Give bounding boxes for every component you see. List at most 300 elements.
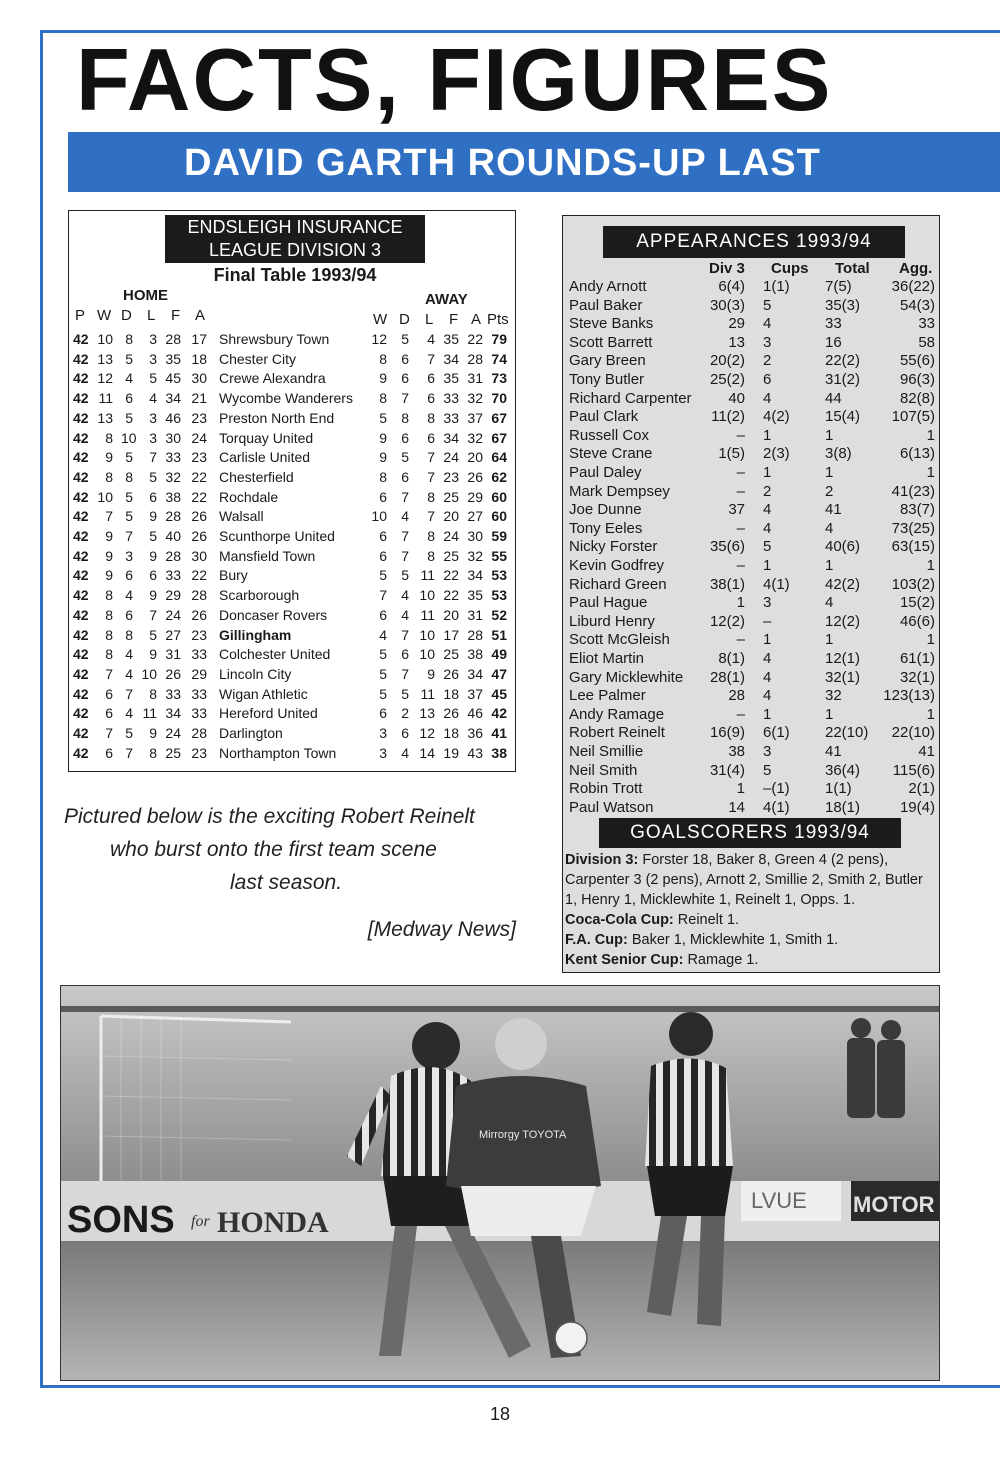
appearance-div3: 30(3): [709, 296, 745, 314]
cell-team: Crewe Alexandra: [219, 370, 326, 387]
cell-hf: 30: [165, 429, 181, 446]
cell-p: 42: [73, 449, 89, 466]
appearance-total: 1: [825, 631, 834, 649]
appearance-total: 22(10): [825, 724, 869, 742]
cell-hd: 5: [125, 449, 133, 466]
appearance-div3: –: [736, 426, 745, 444]
cell-aa: 32: [467, 547, 483, 564]
appearance-cups: 4: [763, 501, 772, 519]
cell-al: 11: [420, 606, 435, 623]
cell-pts: 51: [491, 626, 507, 643]
cell-aa: 37: [467, 685, 483, 702]
table-row: [69, 469, 515, 489]
table-row: [69, 508, 515, 528]
table-row: [69, 410, 515, 430]
football: [555, 1322, 587, 1354]
cell-aw: 4: [379, 626, 387, 643]
cell-team: Doncaser Rovers: [219, 606, 328, 623]
appearance-div3: –: [736, 482, 745, 500]
appearance-cups: 1: [763, 426, 772, 444]
appearance-agg: 55(6): [899, 352, 935, 370]
cell-p: 42: [73, 390, 89, 407]
cell-hw: 7: [105, 508, 113, 525]
cell-hd: 4: [125, 646, 133, 663]
appearance-total: 2: [825, 482, 834, 500]
cell-hl: 11: [142, 705, 157, 722]
appearance-agg: 1: [926, 705, 935, 723]
cell-ha: 23: [191, 744, 207, 761]
appearance-div3: 11(2): [711, 408, 745, 426]
appearance-total: 32: [825, 687, 842, 705]
cell-ad: 4: [401, 587, 409, 604]
home-heading: HOME: [123, 287, 168, 304]
cell-hd: 5: [125, 488, 133, 505]
appearance-div3: 40: [728, 389, 745, 407]
cell-aw: 6: [379, 488, 387, 505]
cell-hl: 4: [149, 390, 157, 407]
cell-ad: 6: [401, 370, 409, 387]
cell-ad: 5: [401, 449, 409, 466]
appearance-name: Paul Hague: [569, 594, 648, 612]
cell-hd: 5: [125, 409, 133, 426]
cell-team: Colchester United: [219, 646, 331, 663]
appearance-total: 1: [825, 464, 834, 481]
league-title-line1: ENDSLEIGH INSURANCE: [187, 217, 403, 237]
cell-p: 42: [73, 547, 89, 564]
cell-al: 8: [427, 488, 435, 505]
appearance-cups: 6(1): [763, 724, 790, 742]
away-col-pts: Pts: [487, 311, 509, 328]
cell-al: 8: [427, 528, 435, 544]
cell-af: 24: [443, 528, 459, 544]
cell-ha: 26: [191, 508, 207, 525]
cell-team: Chester City: [219, 350, 297, 367]
home-col-p: P: [75, 307, 86, 324]
table-row: [69, 449, 515, 469]
appearance-cups: 4: [763, 687, 772, 705]
cell-al: 6: [427, 429, 435, 446]
cell-hf: 45: [165, 370, 181, 387]
cell-ha: 23: [191, 409, 207, 426]
cell-p: 42: [73, 409, 89, 426]
table-row: [69, 489, 515, 509]
cell-pts: 45: [491, 685, 507, 702]
cell-team: Darlington: [219, 725, 283, 741]
cell-p: 42: [73, 665, 89, 682]
cell-ha: 33: [191, 685, 207, 702]
appearance-row: [563, 352, 939, 371]
league-title-line2: LEAGUE DIVISION 3: [208, 240, 382, 260]
appearance-agg: 107(5): [891, 408, 935, 426]
cell-hf: 27: [165, 626, 181, 643]
appearance-cups: –(1): [763, 780, 790, 798]
cell-team: Torquay United: [219, 429, 314, 446]
cell-hd: 5: [125, 508, 133, 525]
cell-aa: 37: [467, 409, 483, 426]
cell-af: 17: [443, 626, 459, 643]
cell-hw: 13: [97, 350, 113, 367]
appearance-agg: 82(8): [899, 389, 935, 407]
cell-ad: 7: [401, 665, 409, 682]
cell-aa: 34: [467, 665, 483, 682]
appearance-total: 1: [825, 426, 834, 444]
cell-al: 4: [427, 331, 435, 347]
stand-roof-line: [61, 1006, 940, 1012]
cell-hd: 4: [125, 705, 133, 722]
cell-af: 18: [443, 725, 459, 741]
appearance-cups: 1: [763, 557, 772, 574]
appearance-name: Nicky Forster: [569, 538, 658, 556]
appearance-total: 32(1): [825, 668, 861, 686]
cell-p: 42: [73, 528, 89, 544]
cell-af: 22: [443, 587, 459, 604]
cell-pts: 74: [491, 350, 507, 367]
appearance-row: [563, 315, 939, 334]
cell-pts: 67: [491, 409, 507, 426]
cell-hd: 5: [125, 725, 133, 741]
appearance-cups: 6: [763, 371, 772, 388]
cell-al: 7: [427, 449, 435, 466]
appearance-name: Robert Reinelt: [569, 724, 665, 742]
appearance-name: Andy Arnott: [569, 278, 647, 295]
appearance-row: [563, 557, 939, 576]
cell-aw: 5: [379, 409, 387, 426]
cell-ad: 6: [401, 468, 409, 485]
appearance-total: 44: [825, 389, 842, 407]
cell-hl: 9: [149, 646, 157, 663]
cell-p: 42: [73, 685, 89, 702]
cell-ha: 30: [191, 370, 207, 387]
appearance-total: 18(1): [825, 798, 861, 816]
article-banner: [68, 132, 1000, 192]
cell-aw: 9: [379, 429, 387, 446]
cell-hf: 40: [165, 528, 181, 544]
cell-hd: 8: [125, 468, 133, 485]
appearance-div3: 38: [728, 743, 745, 760]
cell-hd: 8: [125, 331, 133, 347]
appearance-agg: 6(13): [899, 445, 935, 463]
appearance-div3: 8(1): [718, 650, 745, 667]
appearance-div3: 37: [728, 501, 745, 519]
apps-col-agg: Agg.: [899, 260, 933, 277]
cell-hl: 8: [149, 744, 157, 761]
appearance-cups: 2: [763, 482, 772, 500]
competition-label: Division 3:: [565, 852, 639, 868]
appearance-name: Tony Eeles: [569, 519, 643, 537]
cell-hf: 33: [165, 685, 181, 702]
cell-pts: 55: [491, 547, 507, 564]
cell-af: 18: [443, 685, 459, 702]
appearance-total: 35(3): [825, 296, 861, 314]
caption-line3: last season.: [230, 871, 343, 894]
appearance-cups: 1(1): [763, 278, 790, 295]
home-col-l: L: [147, 307, 156, 324]
cell-af: 22: [443, 567, 459, 584]
cell-p: 42: [73, 429, 89, 446]
appearance-agg: 41: [918, 743, 935, 760]
hoarding-motor: MOTOR: [853, 1192, 935, 1217]
cell-hl: 5: [149, 370, 157, 387]
cell-hw: 12: [97, 370, 113, 387]
table-row: [69, 567, 515, 587]
cell-hd: 4: [125, 370, 133, 387]
apps-col-total: Total: [835, 260, 870, 277]
cell-hw: 10: [97, 331, 113, 347]
cell-hd: 5: [125, 350, 133, 367]
appearance-agg: 46(6): [899, 612, 935, 630]
cell-p: 42: [73, 744, 89, 761]
goalscorers-title: GOALSCORERS 1993/94: [599, 818, 901, 848]
cell-aa: 32: [467, 429, 483, 446]
cell-team: Lincoln City: [219, 665, 292, 682]
table-row: [69, 587, 515, 607]
cell-af: 24: [443, 449, 459, 466]
cell-p: 42: [73, 725, 89, 741]
appearance-cups: 4: [763, 519, 772, 537]
cell-pts: 60: [491, 508, 507, 525]
appearance-total: 7(5): [825, 278, 852, 295]
cell-aw: 9: [379, 449, 387, 466]
cell-p: 42: [73, 468, 89, 485]
cell-aw: 5: [379, 567, 387, 584]
appearance-row: [563, 799, 939, 818]
appearance-row: [563, 538, 939, 557]
competition-label: Coca-Cola Cup:: [565, 912, 674, 928]
cell-p: 42: [73, 331, 89, 347]
appearance-agg: 41(23): [891, 482, 935, 500]
scorers-text: Ramage 1.: [683, 952, 759, 968]
appearance-total: 33: [825, 315, 842, 333]
appearance-row: [563, 706, 939, 725]
cell-hl: 5: [149, 468, 157, 485]
cell-af: 25: [443, 646, 459, 663]
table-row: [69, 646, 515, 666]
cell-aa: 30: [467, 528, 483, 544]
cell-hf: 29: [165, 587, 181, 604]
cell-ha: 23: [191, 626, 207, 643]
appearance-agg: 1: [926, 426, 935, 444]
cell-aw: 7: [379, 587, 387, 604]
cell-p: 42: [73, 567, 89, 584]
cell-af: 33: [443, 390, 459, 407]
cell-hw: 8: [105, 626, 113, 643]
appearance-name: Richard Green: [569, 575, 667, 593]
cell-p: 42: [73, 626, 89, 643]
cell-team: Gillingham: [219, 626, 292, 643]
away-col-f: F: [449, 311, 459, 328]
cell-hw: 8: [105, 646, 113, 663]
appearance-div3: –: [736, 464, 745, 481]
home-col-f: F: [171, 307, 181, 324]
cell-aa: 28: [467, 350, 483, 367]
appearance-cups: 5: [763, 296, 772, 314]
appearance-row: [563, 501, 939, 520]
cell-ad: 5: [401, 331, 409, 347]
cell-al: 7: [427, 468, 435, 485]
appearance-cups: 4: [763, 668, 772, 686]
cell-team: Scunthorpe United: [219, 528, 335, 544]
table-row: [69, 666, 515, 686]
cell-aa: 28: [467, 626, 483, 643]
appearance-agg: 54(3): [899, 296, 935, 314]
cell-pts: 59: [491, 528, 507, 544]
cell-al: 11: [420, 685, 435, 702]
appearance-div3: 28(1): [709, 668, 745, 686]
appearance-name: Eliot Martin: [569, 650, 645, 667]
cell-ha: 28: [191, 725, 207, 741]
appearance-name: Russell Cox: [569, 426, 650, 444]
appearance-row: [563, 762, 939, 781]
caption-line2: who burst onto the first team scene: [110, 838, 437, 861]
appearance-cups: 4: [763, 315, 772, 333]
appearance-agg: 96(3): [899, 371, 935, 388]
cell-hl: 6: [149, 488, 157, 505]
appearance-div3: 38(1): [709, 575, 745, 593]
cell-ha: 26: [191, 606, 207, 623]
cell-aa: 20: [467, 449, 483, 466]
cell-hl: 3: [149, 331, 157, 347]
appearance-name: Paul Watson: [569, 798, 654, 816]
appearance-row: [563, 278, 939, 297]
cell-hf: 33: [165, 449, 181, 466]
cell-al: 8: [427, 409, 435, 426]
appearance-total: 1(1): [825, 780, 852, 798]
appearance-row: [563, 576, 939, 595]
cell-ha: 29: [191, 665, 207, 682]
cell-ad: 4: [401, 508, 409, 525]
appearance-row: [563, 743, 939, 762]
appearance-name: Richard Carpenter: [569, 389, 692, 407]
away-heading: AWAY: [425, 291, 468, 308]
appearance-row: [563, 780, 939, 799]
appearance-agg: 58: [918, 333, 935, 351]
cell-aa: 31: [467, 606, 483, 623]
cell-aw: 6: [379, 705, 387, 722]
appearance-div3: 29: [728, 315, 745, 333]
appearance-div3: 6(4): [718, 278, 745, 295]
cell-ha: 26: [191, 528, 207, 544]
appearance-row: [563, 408, 939, 427]
cell-hd: 3: [125, 547, 133, 564]
appearance-row: [563, 334, 939, 353]
league-table-title: [165, 215, 425, 263]
appearance-name: Steve Banks: [569, 315, 654, 333]
cell-hd: 7: [125, 528, 133, 544]
cell-hf: 35: [165, 350, 181, 367]
appearance-name: Gary Micklewhite: [569, 668, 684, 686]
cell-aw: 5: [379, 665, 387, 682]
appearance-div3: 16(9): [709, 724, 745, 742]
cell-p: 42: [73, 488, 89, 505]
cell-pts: 60: [491, 488, 507, 505]
cell-aw: 8: [379, 468, 387, 485]
cell-hf: 24: [165, 725, 181, 741]
appearance-agg: 22(10): [891, 724, 935, 742]
cell-hf: 25: [165, 744, 181, 761]
cell-aa: 38: [467, 646, 483, 663]
appearance-name: Liburd Henry: [569, 612, 655, 630]
cell-pts: 79: [491, 331, 507, 347]
cell-ha: 22: [191, 468, 207, 485]
cell-hw: 8: [105, 429, 113, 446]
cell-p: 42: [73, 646, 89, 663]
appearance-cups: 2: [763, 352, 772, 370]
cell-ad: 6: [401, 646, 409, 663]
table-row: [69, 627, 515, 647]
cell-pts: 42: [491, 705, 507, 722]
cell-af: 26: [443, 705, 459, 722]
cell-aa: 43: [467, 744, 483, 761]
cell-aa: 32: [467, 390, 483, 407]
appearance-agg: 115(6): [892, 761, 935, 779]
appearance-agg: 83(7): [899, 501, 935, 519]
cell-al: 7: [427, 508, 435, 525]
appearance-name: Robin Trott: [569, 780, 643, 798]
cell-hd: 6: [125, 606, 133, 623]
cell-ha: 22: [191, 488, 207, 505]
cell-hd: 7: [125, 744, 133, 761]
cell-team: Walsall: [219, 508, 264, 525]
cell-aw: 8: [379, 350, 387, 367]
appearance-div3: 13: [728, 333, 745, 351]
cell-hf: 46: [165, 409, 181, 426]
cell-aw: 3: [379, 725, 387, 741]
appearance-agg: 33: [918, 315, 935, 333]
photo-credit: [Medway News]: [367, 918, 516, 941]
appearance-agg: 36(22): [891, 278, 935, 295]
match-photo: [60, 985, 940, 1381]
cell-af: 26: [443, 665, 459, 682]
match-photo-illustration: [61, 986, 940, 1381]
cell-hd: 7: [125, 685, 133, 702]
appearance-total: 42(2): [825, 575, 861, 593]
cell-al: 10: [419, 646, 435, 663]
cell-ha: 23: [191, 449, 207, 466]
cell-af: 20: [443, 606, 459, 623]
appearance-div3: 12(2): [709, 612, 745, 630]
table-row: [69, 686, 515, 706]
cell-aw: 6: [379, 547, 387, 564]
cell-aa: 36: [467, 725, 483, 741]
photo-caption: [64, 800, 524, 946]
appearance-name: Kevin Godfrey: [569, 557, 665, 574]
cell-hf: 31: [165, 646, 181, 663]
caption-line1: Pictured below is the exciting Robert Reinelt: [64, 805, 475, 828]
home-col-w: W: [97, 307, 112, 324]
apps-col-div3: Div 3: [709, 260, 745, 277]
cell-hf: 34: [165, 705, 181, 722]
cell-hf: 28: [165, 547, 181, 564]
appearance-total: 3(8): [825, 445, 852, 463]
appearance-div3: –: [736, 631, 745, 649]
cell-hf: 24: [165, 606, 181, 623]
appearance-row: [563, 669, 939, 688]
cell-al: 8: [427, 547, 435, 564]
league-table: [68, 210, 516, 772]
cell-p: 42: [73, 606, 89, 623]
appearance-div3: 35(6): [709, 538, 745, 556]
home-col-a: A: [195, 307, 206, 324]
cell-ha: 17: [191, 331, 207, 347]
cell-al: 11: [420, 567, 435, 584]
cell-al: 12: [419, 725, 435, 741]
cell-ad: 6: [401, 350, 409, 367]
competition-label: Kent Senior Cup:: [565, 952, 684, 968]
cell-hl: 9: [149, 587, 157, 604]
appearance-row: [563, 390, 939, 409]
cell-aw: 5: [379, 646, 387, 663]
cell-pts: 52: [491, 606, 507, 623]
